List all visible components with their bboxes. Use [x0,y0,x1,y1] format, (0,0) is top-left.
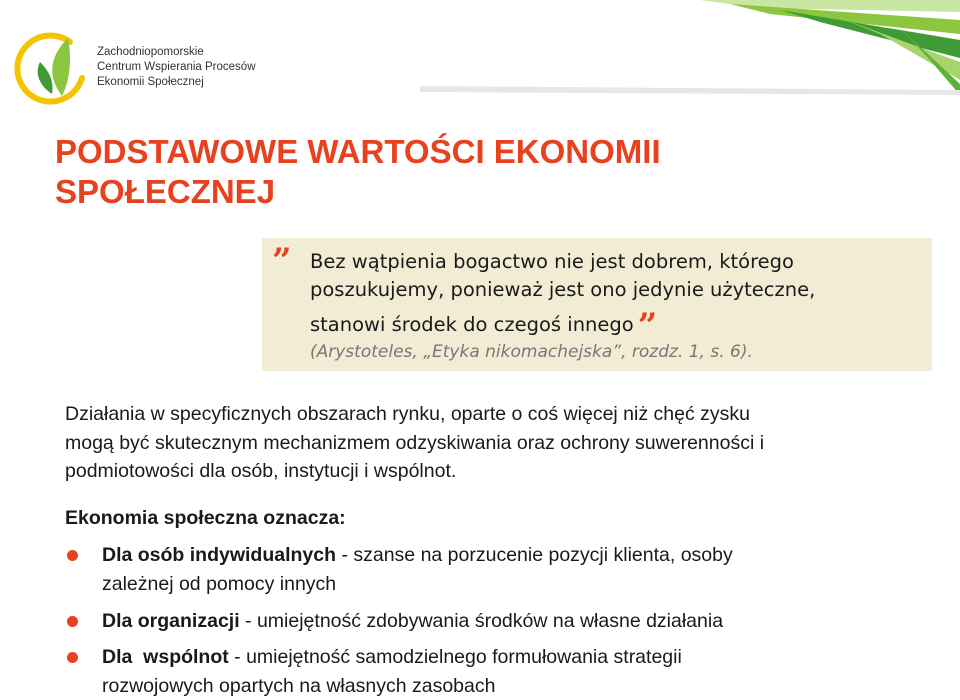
red-dot-bullet-icon [67,550,78,561]
opening-quote-mark: ” [272,241,292,281]
org-name-line: Ekonomii Społecznej [97,76,204,88]
bullet-text [102,607,723,636]
title-line: SPOŁECZNEJ [55,173,276,210]
bullet-desc: - szanse na porzucenie pozycji klienta, osoby [336,544,733,566]
quote-line: Bez wątpienia bogactwo nie jest dobrem, którego [310,250,794,273]
section-subheading: Ekonomia społeczna oznacza: [65,507,346,529]
quote-box [262,238,932,371]
quote-text [310,248,816,346]
quote-line: poszukujemy, ponieważ jest ono jedynie użyteczne, [310,277,816,301]
organization-name [97,45,256,90]
bullet-line [102,607,723,636]
bullet-term: Dla wspólnot [102,646,229,668]
bullet-desc: - umiejętność zdobywania środków na własne działania [239,610,724,632]
green-stripes-decoration [400,0,960,95]
quote-line [310,303,815,346]
bullet-line: rozwojowych opartych na własnych zasobach [102,674,496,697]
quote-line-text: stanowi środek do czegoś innego [310,313,634,336]
page-title [55,132,661,212]
bullet-line [102,541,733,570]
red-dot-bullet-icon [67,616,78,627]
paragraph-line: mogą być skutecznym mechanizmem odzyskiwania oraz ochrony suwerenności i [65,431,765,454]
paragraph-line: Działania w specyficznych obszarach rynku, oparte o coś więcej niż chęć zysku [65,403,750,425]
intro-paragraph [65,400,935,486]
quote-citation: (Arystoteles, „Etyka nikomachejska”, rozdz. 1, s. 6). [310,342,753,362]
red-dot-bullet-icon [67,652,78,663]
org-name-line: Zachodniopomorskie [97,46,204,58]
bullet-term: Dla organizacji [102,610,240,632]
bullet-text [102,643,682,700]
leaf-in-circle-logo [10,30,88,108]
bullet-line: zależnej od pomocy innych [102,572,337,595]
bullet-line [102,643,682,672]
title-line: PODSTAWOWE WARTOŚCI EKONOMII [55,133,661,170]
closing-quote-mark: ” [637,306,658,346]
bullet-text [102,541,733,598]
paragraph-line: podmiotowości dla osób, instytucji i wspólnot. [65,460,457,482]
org-name-line: Centrum Wspierania Procesów [97,61,256,73]
bullet-term: Dla osób indywidualnych [102,544,337,566]
bullet-desc: - umiejętność samodzielnego formułowania strategii [228,646,682,668]
